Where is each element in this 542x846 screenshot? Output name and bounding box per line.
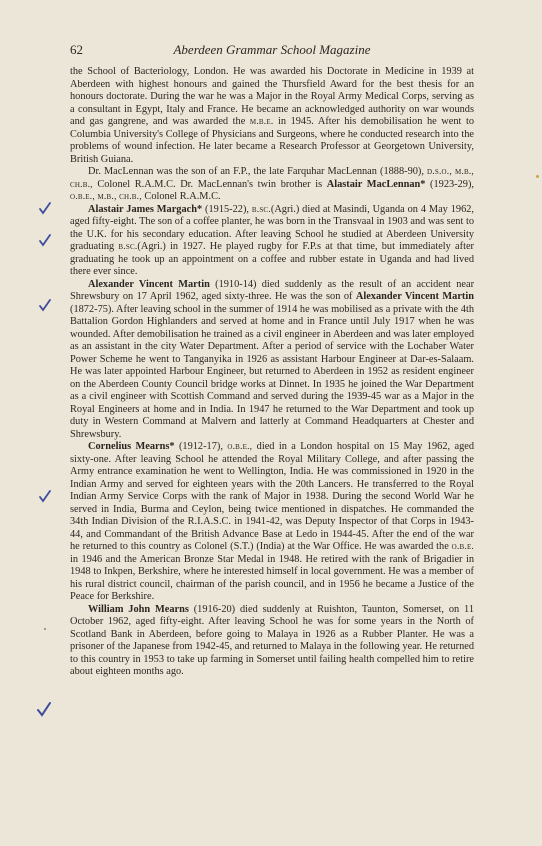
checkmark-icon bbox=[38, 488, 52, 504]
obituary-margach: Alastair James Margach* (1915-22), b.sc.(Agri.) died at Masindi, Uganda on 4 May 1962, aged fifty-eight. The son of a coffee planter, he was born in the Transvaal in 1903 and was sent to the U.K. for his secondary education. After leaving School he studied at Aberdeen University graduating b.sc.(Agri.) in 1927. He played rugby for F.P.s at that time, but immediately after graduating he took up an appointment on a coffee and rubber estate in Uganda and had lived there ever since. bbox=[70, 203, 475, 277]
page-number: 62 bbox=[70, 42, 83, 57]
person-name: William John Mearns bbox=[88, 603, 189, 615]
page-header bbox=[70, 40, 474, 60]
article-body bbox=[70, 66, 474, 679]
paragraph-maclennan-career: the School of Bacteriology, London. He was awarded his Doctorate in Medicine in 1939 at Aberdeen with highest honours and gained the Thursfield Award for the best thesis for an honours doctorate. During the war he was a Major in the Royal Army Medical Corps, serving as a consultant in Egypt, Italy and France. He became an acknowledged authority on war wounds and gas gangrene, and was awarded the m.b.e. in 1945. After his demobilisation he went to Columbia University's College of Physicians and Surgeons, where he conducted research into the problems of wound infection. He later became a Research Professor at Georgetown University, British Guiana. bbox=[70, 66, 474, 165]
paper-speck bbox=[44, 628, 46, 630]
running-title: Aberdeen Grammar School Magazine bbox=[173, 42, 371, 57]
obituary-cornelius-mearns: Cornelius Mearns* (1912-17), o.b.e., died in a London hospital on 15 May 1962, aged sixty-one. After leaving School he attended the Royal Military College, and after passing the Army entrance examination he went to Wellington, India. He was commissioned in 1920 in the Indian Army and served for eighteen years with the 20th Lancers. He transferred to the Royal Indian Army Service Corps with the rank of Major in 1938. During the second World War he served in India, Burma and Ceylon, being twice mentioned in dispatches. He commanded the 34th Indian Division of the R.I.A.S.C. in 1941-42, was Deputy Inspector of that Corps in 1943-44, and Commandant of the British Advance Base at Ledo in 1944-45. After the end of the war he returned to this country as Colonel (S.T.) (India) at the War Office. He was awarded the o.b.e. in 1946 and the American Bronze Star Medal in 1948. He retired with the rank of Brigadier in 1948 to Inkpen, Berkshire, where he interested himself in local government. He was a member of his rural district council, chairman of the parish council, and in 1956 he became a Justice of the Peace for Berkshire. bbox=[70, 441, 475, 602]
person-name: Cornelius Mearns* bbox=[88, 441, 175, 452]
paper-speck bbox=[536, 175, 539, 178]
paragraph-maclennan-family: Dr. MacLennan was the son of an F.P., the late Farquhar MacLennan (1888-90), d.s.o., m.b., ch.b., Colonel R.A.M.C. Dr. MacLennan's twin brother is Alastair MacLennan* (1923-29), o.b.e., m.b., ch.b., Colonel R.A.M.C. bbox=[70, 166, 475, 202]
person-name: Alexander Vincent Martin bbox=[355, 291, 474, 302]
obituary-william-mearns: William John Mearns (1916-20) died suddenly at Ruishton, Taunton, Somerset, on 11 October 1962, aged fifty-eight. After leaving School he was for some years in the North of Scotland Bank in Aberdeen, before going to Malaya in 1926 as a Rubber Planter. He was a prisoner of the Japanese from 1942-45, and returned to Malaya in the following year. He returned to this country in 1953 to take up farming in Somerset until failing health compelled him to retire about eighteen months ago. bbox=[70, 603, 474, 677]
person-name: Alastair MacLennan* bbox=[326, 178, 426, 190]
obituary-martin: Alexander Vincent Martin (1910-14) died suddenly as the result of an accident near Shrewsbury on 17 April 1962, aged sixty-three. He was the son of Alexander Vincent Martin (1872-75). After leaving school in the summer of 1914 he was mobilised as a private with the 4th Battalion Gordon Highlanders and served at home and in France until July 1917 when he was wounded. After demobilisation he trained as a civil engineer in Aberdeen and was later employed as an assistant in the city Water Department. After a period of service with the Lochaber Water Power Scheme he went to Tanganyika in 1926 as assistant Harbour Engineer at Dar-es-Salaam. He was later appointed Harbour Engineer, but returned to Aberdeen in 1952 as resident engineer on the Aberdeen County Council bridge works at Dinnet. In 1935 he joined the War Department as a civil engineer with Scottish Command and served during the 1939-45 war as a Major in the Royal Engineers at home and in India. In 1947 he returned to the War Department and took up duty in Western Command at Malvern and latterly at Command Headquarters at Chester and Shrewsbury. bbox=[70, 278, 475, 440]
checkmark-icon bbox=[36, 700, 50, 716]
checkmark-icon bbox=[38, 200, 52, 216]
person-name: Alastair James Margach* bbox=[88, 203, 203, 215]
person-name: Alexander Vincent Martin bbox=[88, 278, 210, 290]
checkmark-icon bbox=[38, 297, 52, 313]
checkmark-icon bbox=[38, 232, 52, 248]
